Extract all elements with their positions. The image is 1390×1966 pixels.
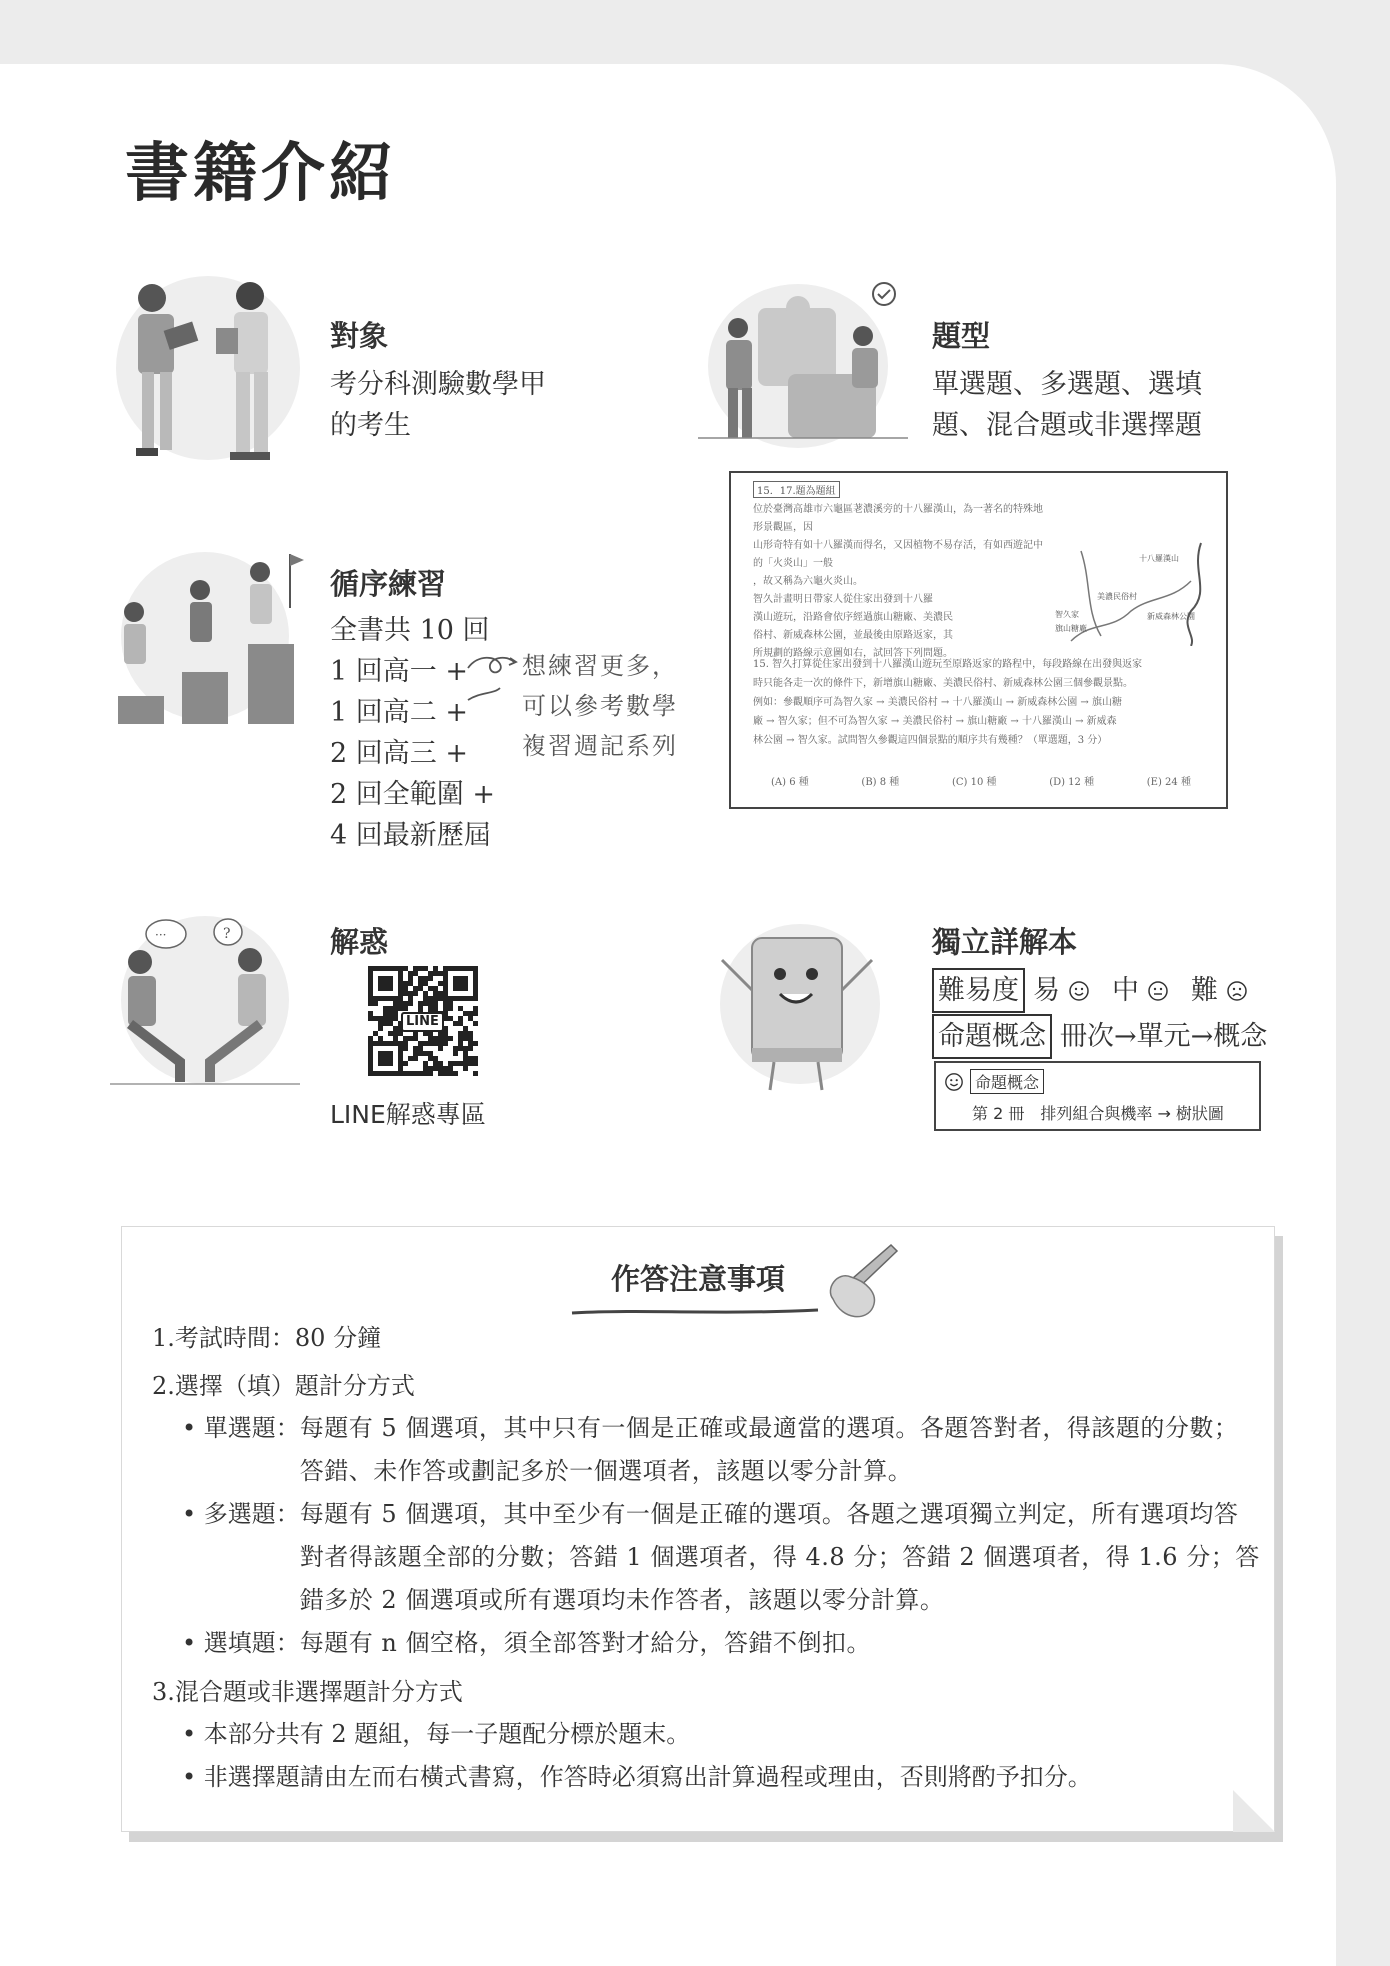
mixed-rule-1: • 本部分共有 2 題組，每一子題配分標於題末。 — [182, 1720, 691, 1748]
discussion-illustration — [100, 912, 310, 1092]
choice: (B) 8 種 — [861, 777, 900, 788]
excerpt-passage: 位於臺灣高雄市六龜區荖濃溪旁的十八羅漢山，為一著名的特殊地形景觀區，因 山形奇特有如十八羅漢而得名，又因植物不易存活，有如西遊記中的「火炎山」一般 ，故又稱為六龜火炎山。 智久計畫明日帶家人從住家出發到十八羅 漢山遊玩，沿路會依序經過旗山糖廠、美濃民 俗村、新威森林公園，並最後由原路返家，其 所規劃的路線示意圖如右，試回答下列問題。 — [753, 504, 1043, 659]
pencil-hand-icon — [817, 1241, 907, 1327]
qa-caption: LINE解惑專區 — [330, 1100, 486, 1129]
notes-item-1: 1.考試時間：80 分鐘 — [152, 1324, 382, 1352]
smile-face-icon — [944, 1072, 964, 1092]
question-types-heading: 題型 — [932, 319, 991, 353]
concept-path: 冊次→單元→概念 — [1060, 1021, 1268, 1052]
choice: (E) 24 種 — [1146, 777, 1191, 788]
difficulty-row — [932, 968, 1248, 1013]
concept-sample-box — [934, 1061, 1261, 1131]
bracket-arrow-icon — [466, 650, 522, 710]
difficulty-easy: 易 — [1033, 975, 1060, 1006]
choice: (D) 12 種 — [1049, 777, 1095, 788]
difficulty-tag: 難易度 — [932, 968, 1025, 1013]
target-text: 考分科測驗數學甲 的考生 — [330, 369, 546, 441]
practice-text: 全書共 10 回 1 回高一 + 1 回高二 + 2 回高三 + 2 回全範圍 + 4 回最新歷屆 — [330, 615, 495, 851]
qa-heading: 解惑 — [330, 925, 389, 959]
notes-item-3: 3.混合題或非選擇題計分方式 — [152, 1678, 463, 1706]
concept-sample-value: 第 2 冊 排列組合與機率 → 樹狀圖 — [972, 1104, 1224, 1123]
concept-tag: 命題概念 — [932, 1014, 1052, 1059]
concept-row — [932, 1014, 1267, 1059]
people-illustration — [100, 268, 310, 473]
excerpt-choices — [771, 773, 1191, 788]
fill-in-rule: • 選填題： 每題有 n 個空格，須全部答對才給分，答錯不倒扣。 — [182, 1629, 872, 1657]
map-label: 旗山糖廠 — [1055, 624, 1087, 633]
smile-face-icon — [1068, 980, 1090, 1002]
notes-body — [152, 1317, 1262, 1799]
qr-label: LINE — [401, 1012, 444, 1032]
map-label: 智久家 — [1055, 610, 1079, 619]
practice-heading: 循序練習 — [330, 567, 447, 601]
concept-sample-label: 命題概念 — [970, 1069, 1044, 1094]
choice: (C) 10 種 — [951, 777, 997, 788]
puzzle-illustration — [698, 278, 908, 453]
mixed-rule-2: • 非選擇題請由左而右橫式書寫，作答時必須寫出計算過程或理由，否則將酌予扣分。 — [182, 1763, 1092, 1791]
multi-choice-rule: • 多選題： 每題有 5 個選項，其中至少有一個是正確的選項。各題之選項獨立判定，所有選項均答對者得該題全部的分數；答錯 1 個選項者，得 4.8 分；答錯 2 個選項者，得 1.6 分；答錯多於 2 個選項或所有選項均未作答者，該題以零分計算。 — [182, 1500, 1260, 1614]
neutral-face-icon — [1147, 980, 1169, 1002]
solutions-heading: 獨立詳解本 — [932, 925, 1078, 959]
excerpt-question: 15. 智久打算從住家出發到十八羅漢山遊玩至原路返家的路程中，每段路線在出發與返家 時只能各走一次的條件下，新增旗山糖廠、美濃民俗村、新威森林公園三個參觀景點。 例如：參觀順序可為智久家 → 美濃民俗村 → 十八羅漢山 → 新威森林公園 → 旗山糖 廠 → 智久家；但不可為智久家 → 美濃民俗村 → 旗山糖廠 → 十八羅漢山 → 新威森 林公園 → 智久家。試問智久參觀這四個景點的順序共有幾種？（單選題，3 分） — [753, 659, 1143, 746]
notes-heading: 作答注意事項 — [610, 1262, 785, 1296]
svg-text:?: ? — [223, 926, 231, 942]
sample-question-excerpt — [729, 471, 1228, 809]
sad-face-icon — [1226, 980, 1248, 1002]
map-label: 美濃民俗村 — [1097, 592, 1137, 601]
map-label: 新威森林公園 — [1147, 612, 1195, 621]
difficulty-medium: 中 — [1112, 975, 1139, 1006]
excerpt-label: 15．17.題為題組 — [753, 481, 840, 498]
book-character-illustration — [700, 920, 900, 1095]
page-title: 書籍介紹 — [125, 137, 397, 211]
single-choice-rule: • 單選題： 每題有 5 個選項，其中只有一個是正確或最適當的選項。各題答對者，得該題的分數；答錯、未作答或劃記多於一個選項者，該題以零分計算。 — [182, 1414, 1239, 1485]
practice-note: 想練習更多， 可以參考數學 複習週記系列 — [522, 652, 678, 760]
difficulty-hard: 難 — [1191, 975, 1218, 1006]
map-label: 十八羅漢山 — [1139, 554, 1179, 563]
notes-item-2: 2.選擇（填）題計分方式 — [152, 1372, 415, 1400]
target-heading: 對象 — [330, 319, 389, 353]
line-qr-code[interactable] — [368, 966, 478, 1076]
svg-text:···: ··· — [155, 928, 167, 942]
route-map — [1051, 541, 1216, 646]
answer-notes-card — [121, 1226, 1275, 1832]
question-types-text: 單選題、多選題、選填 題、混合題或非選擇題 — [932, 369, 1202, 441]
stairs-illustration — [90, 548, 310, 728]
choice: (A) 6 種 — [771, 777, 809, 788]
